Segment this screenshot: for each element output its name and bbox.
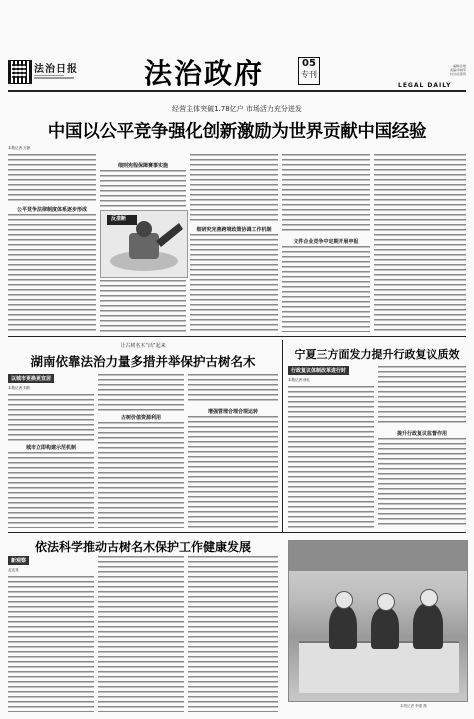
story4-column-text bbox=[8, 576, 94, 712]
masthead-meta bbox=[34, 74, 94, 80]
page-label: 专刊 bbox=[301, 70, 317, 79]
english-name: LEGAL DAILY bbox=[398, 82, 452, 89]
lead-column-text bbox=[190, 234, 278, 332]
lead-subhead: 细则宪程保障赛事实施 bbox=[117, 163, 168, 169]
photo-person bbox=[371, 607, 399, 649]
photo-person-head bbox=[420, 589, 438, 607]
story2-column-text bbox=[8, 394, 94, 442]
lead-column-text bbox=[100, 280, 186, 332]
photo-sign bbox=[289, 541, 467, 571]
story2-column-text bbox=[98, 374, 184, 412]
story2-kicker: 让古树名木“活”起来 bbox=[120, 343, 166, 349]
news-photo bbox=[288, 540, 468, 702]
section-divider bbox=[8, 336, 466, 337]
lead-column-text bbox=[282, 246, 370, 332]
lead-column-text bbox=[8, 154, 96, 204]
section-title: 法治政府 bbox=[144, 57, 265, 90]
story3-column-text bbox=[288, 386, 374, 528]
story3-byline: 本报记者 徐弘 bbox=[288, 378, 311, 382]
story3-tag: 行政复议体制改革进行时 bbox=[288, 366, 349, 375]
lead-byline: 本报记者 万静 bbox=[8, 146, 31, 150]
story4-byline: 孟宪尧 bbox=[8, 568, 19, 572]
section-divider bbox=[8, 532, 466, 533]
masthead-rule bbox=[8, 90, 466, 92]
lead-subhead: 细研究完善跨境政策协调工作机制 bbox=[196, 227, 272, 233]
photo-person-head bbox=[335, 591, 353, 609]
photo-person bbox=[329, 605, 357, 649]
story3-subhead: 提升行政复议监督作用 bbox=[396, 431, 447, 437]
cartoon-illustration bbox=[100, 210, 188, 278]
story4-headline: 依法科学推动古树名木保护工作健康发展 bbox=[34, 540, 251, 554]
story2-column-text bbox=[188, 374, 278, 404]
lead-column-text bbox=[8, 214, 96, 332]
story2-byline: 本报记者 刘欣 bbox=[8, 386, 31, 390]
story2-subhead: 城市立即构建示范机制 bbox=[25, 445, 76, 451]
editor-credits bbox=[410, 64, 466, 76]
story3-headline: 宁夏三方面发力提升行政复议质效 bbox=[294, 348, 460, 361]
story4-column-text bbox=[188, 556, 278, 712]
story2-subhead: 古树价值资源利用 bbox=[120, 415, 161, 421]
lead-column-text bbox=[374, 154, 466, 332]
page-number: 05 bbox=[302, 58, 316, 69]
lead-headline: 中国以公平竞争强化创新激励为世界贡献中国经验 bbox=[47, 122, 427, 142]
editor-credit: 校对/张胜利 bbox=[449, 72, 466, 76]
photo-caption: 本报记者 李强 摄 bbox=[400, 704, 427, 708]
story2-column-text bbox=[98, 422, 184, 528]
story2-column-text bbox=[188, 416, 278, 528]
cartoon-caption: 反垄断 bbox=[111, 216, 127, 222]
lead-column-text bbox=[100, 170, 186, 208]
page-number-badge bbox=[298, 57, 320, 85]
story4-column-text bbox=[98, 556, 184, 712]
photo-person bbox=[413, 603, 443, 649]
lead-kicker: 经营主体突破1.78亿户 市场活力充分迸发 bbox=[172, 105, 302, 113]
column-divider bbox=[282, 340, 283, 532]
qr-code-icon bbox=[8, 60, 32, 84]
story3-column-text bbox=[378, 438, 466, 528]
photo-person-head bbox=[377, 593, 395, 611]
lead-subhead: 公平竞争法律制度体系逐步形成 bbox=[16, 207, 87, 213]
newspaper-logo: 法治日报 bbox=[34, 64, 78, 75]
story3-column-text bbox=[378, 366, 466, 426]
story2-tag: 以城市更换更宜居 bbox=[8, 374, 54, 383]
lead-column-text bbox=[282, 154, 370, 234]
story4-tag: 新观察 bbox=[8, 556, 29, 565]
story2-subhead: 增强管理合理合规运转 bbox=[207, 409, 258, 415]
lead-subhead: 文件企业竞争中定期开展申报 bbox=[293, 239, 359, 245]
story2-column-text bbox=[8, 452, 94, 528]
lead-column-text bbox=[190, 154, 278, 224]
editor-credit: 美编/李晓军 bbox=[449, 68, 466, 72]
story2-headline: 湖南依靠法治力量多措并举保护古树名木 bbox=[30, 354, 256, 369]
editor-credit: 编辑/张维 bbox=[452, 64, 466, 68]
